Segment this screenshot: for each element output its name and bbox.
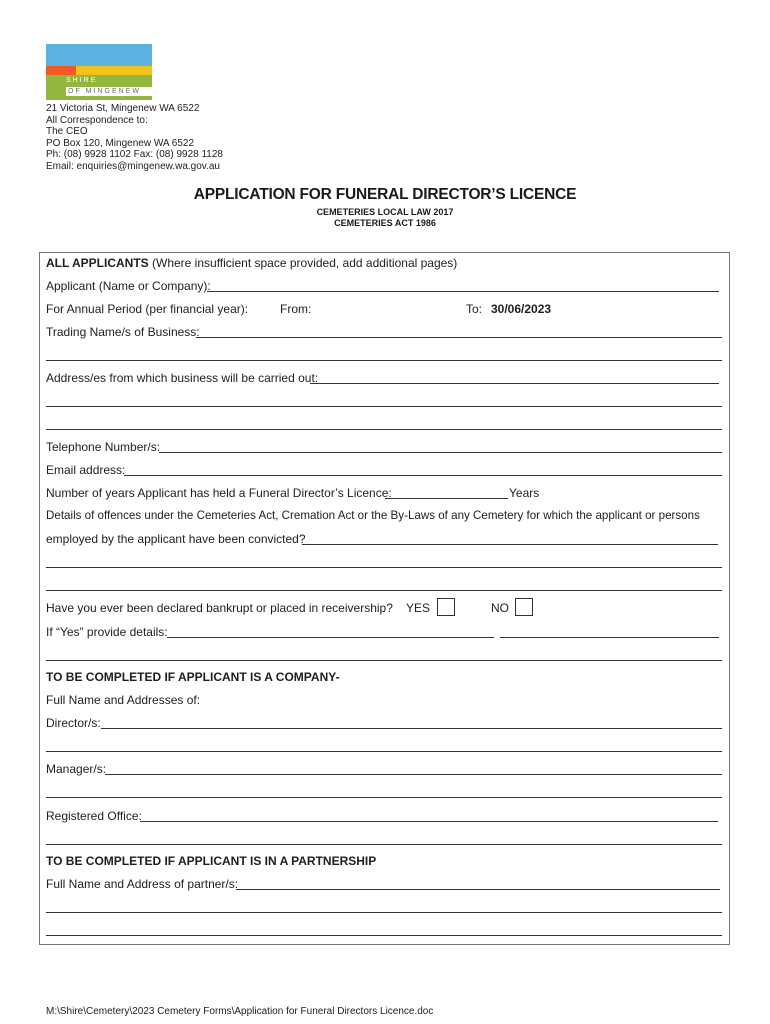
address-line: PO Box 120, Mingenew WA 6522 [46, 137, 195, 149]
business-address-field-line2[interactable] [46, 406, 722, 407]
years-suffix: Years [509, 486, 540, 500]
address-row [46, 371, 318, 385]
telephone-row [46, 440, 160, 454]
offences-line1: Details of offences under the Cemeteries Act, Cremation Act or the By-Laws of any Cemetery for which the applicant or persons [46, 509, 700, 522]
telephone-field[interactable] [159, 452, 722, 453]
annual-period-label: For Annual Period (per financial year): [46, 302, 249, 316]
trading-name-field[interactable] [196, 337, 722, 338]
years-field[interactable] [385, 498, 508, 499]
email-row [46, 463, 125, 477]
partners-label: Full Name and Address of partner/s: [46, 877, 239, 891]
logo-text-mingenew: OF MINGENEW [68, 88, 141, 95]
managers-field-line2[interactable] [46, 797, 722, 798]
address-block [46, 103, 223, 173]
to-value[interactable]: 30/06/2023 [491, 302, 552, 316]
offences-line2: employed by the applicant have been convicted? [46, 532, 306, 546]
offences-field[interactable] [302, 544, 718, 545]
yes-checkbox[interactable] [437, 598, 455, 616]
if-yes-field-line2[interactable] [46, 660, 722, 661]
if-yes-label: If “Yes” provide details: [46, 625, 168, 639]
business-address-field[interactable] [310, 383, 719, 384]
subtitle-local-law: CEMETERIES LOCAL LAW 2017 [316, 207, 454, 217]
registered-office-field-line2[interactable] [46, 844, 722, 845]
registered-office-label: Registered Office: [46, 809, 142, 823]
bankrupt-label: Have you ever been declared bankrupt or placed in receivership? [46, 601, 393, 615]
registered-office-field[interactable] [140, 821, 718, 822]
years-row [46, 486, 392, 500]
business-address-field-line3[interactable] [46, 429, 722, 430]
all-applicants-heading-row [46, 256, 457, 270]
partners-field-line3[interactable] [46, 935, 722, 936]
logo-blue-band [46, 44, 152, 66]
offences-field-line2[interactable] [46, 567, 722, 568]
company-sub: Full Name and Addresses of: [46, 693, 201, 707]
all-applicants-heading: ALL APPLICANTS [46, 256, 149, 270]
all-applicants-note: (Where insufficient space provided, add additional pages) [148, 256, 458, 270]
email-field[interactable] [124, 475, 722, 476]
applicant-label: Applicant (Name or Company): [46, 279, 211, 293]
if-yes-field[interactable] [167, 637, 494, 638]
address-line: All Correspondence to: [46, 114, 148, 126]
no-label: NO [491, 601, 509, 615]
partners-field[interactable] [236, 889, 720, 890]
partnership-heading: TO BE COMPLETED IF APPLICANT IS IN A PARTNERSHIP [46, 854, 377, 868]
offences-field-line3[interactable] [46, 590, 722, 591]
form-box [39, 252, 730, 945]
to-label: To: [466, 302, 483, 316]
managers-label: Manager/s: [46, 762, 107, 776]
applicant-field[interactable] [207, 291, 719, 292]
no-checkbox[interactable] [515, 598, 533, 616]
footer-file-path: M:\Shire\Cemetery\2023 Cemetery Forms\Application for Funeral Directors Licence.doc [46, 1006, 434, 1017]
applicant-row [46, 279, 211, 293]
annual-period-row [46, 302, 248, 316]
trading-name-row [46, 325, 200, 339]
business-address-label: Address/es from which business will be carried out: [46, 371, 319, 385]
partners-field-line2[interactable] [46, 912, 722, 913]
directors-field-line2[interactable] [46, 751, 722, 752]
page-title: APPLICATION FOR FUNERAL DIRECTOR’S LICENCE [193, 186, 577, 203]
trading-name-label: Trading Name/s of Business: [46, 325, 200, 339]
logo-yellow-band [76, 66, 152, 75]
directors-field[interactable] [101, 728, 722, 729]
from-label: From: [280, 302, 312, 316]
logo-text-bar [66, 87, 152, 96]
logo-orange-band [46, 66, 76, 75]
address-line: The CEO [46, 126, 88, 138]
yes-label: YES [406, 601, 431, 615]
telephone-label: Telephone Number/s: [46, 440, 161, 454]
address-line: Ph: (08) 9928 1102 Fax: (08) 9928 1128 [46, 149, 223, 161]
address-line: Email: enquiries@mingenew.wa.gov.au [46, 160, 220, 172]
managers-field[interactable] [105, 774, 722, 775]
subtitle-act: CEMETERIES ACT 1986 [334, 218, 436, 228]
email-label: Email address: [46, 463, 126, 477]
years-label: Number of years Applicant has held a Funeral Director’s Licence: [46, 486, 392, 500]
directors-label: Director/s: [46, 716, 101, 730]
logo-text-shire: SHIRE [66, 77, 98, 84]
shire-logo [46, 44, 152, 100]
trading-name-field-line2[interactable] [46, 360, 722, 361]
if-yes-field-2[interactable] [500, 637, 719, 638]
company-heading: TO BE COMPLETED IF APPLICANT IS A COMPANY- [46, 670, 340, 684]
address-line: 21 Victoria St, Mingenew WA 6522 [46, 103, 200, 114]
